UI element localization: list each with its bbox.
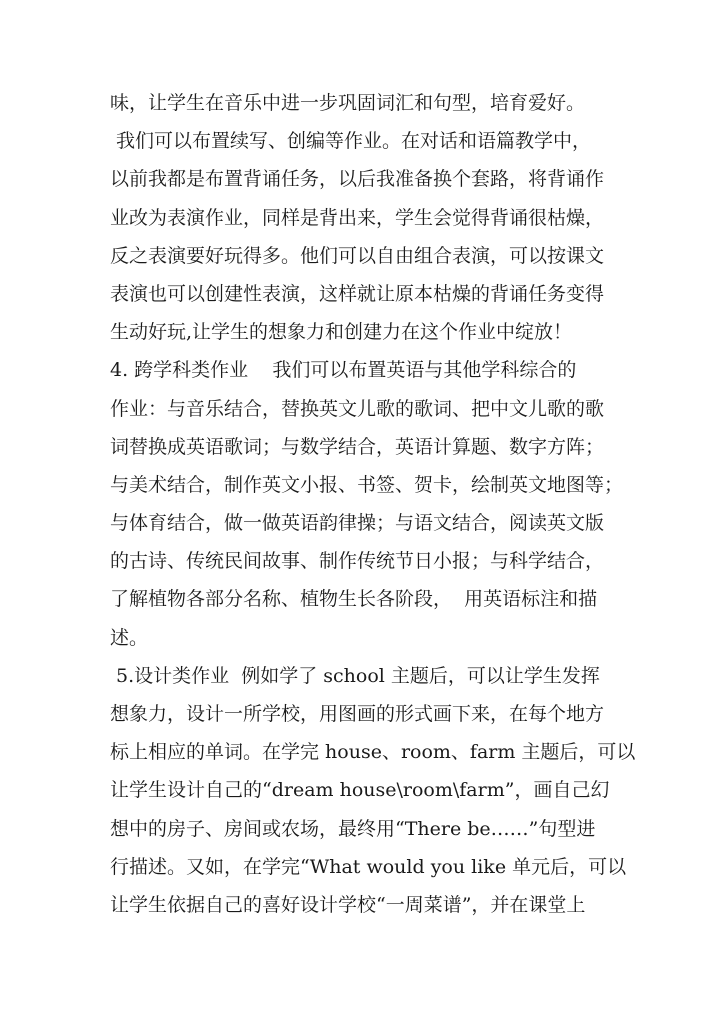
text-line: 标上相应的单词。在学完 house、room、farm 主题后，可以: [110, 741, 636, 764]
text-line: 业改为表演作业，同样是背出来，学生会觉得背诵很枯燥，: [110, 206, 605, 229]
text-line: 与体育结合，做一做英语韵律操；与语文结合，阅读英文版: [110, 512, 605, 535]
text-line: 生动好玩,让学生的想象力和创建力在这个作业中绽放！: [110, 321, 573, 344]
text-line: 表演也可以创建性表演，这样就让原本枯燥的背诵任务变得: [110, 282, 605, 305]
section-heading-line: 4. 跨学科类作业 我们可以布置英语与其他学科综合的: [110, 359, 577, 382]
text-line: 味，让学生在音乐中进一步巩固词汇和句型，培育爱好。: [110, 92, 586, 114]
text-line: 的古诗、传统民间故事、制作传统节日小报；与科学结合，: [110, 550, 605, 573]
body-text: [110, 84, 636, 924]
text-line: 作业：与音乐结合，替换英文儿歌的歌词、把中文儿歌的歌: [110, 397, 605, 420]
text-line: 让学生依据自己的喜好设计学校“一周菜谱”，并在课堂上: [110, 893, 586, 916]
text-line: 了解植物各部分名称、植物生长各阶段， 用英语标注和描: [110, 588, 598, 611]
text-line: 想象力，设计一所学校，用图画的形式画下来，在每个地方: [110, 703, 605, 725]
section-heading-line: 5.设计类作业 例如学了 school 主题后，可以让学生发挥: [110, 664, 600, 687]
text-line: 行描述。又如，在学完“What would you like 单元后，可以: [110, 855, 627, 878]
text-line: 以前我都是布置背诵任务，以后我准备换个套路，将背诵作: [110, 168, 605, 191]
text-line: 词替换成英语歌词；与数学结合，英语计算题、数字方阵；: [110, 435, 605, 458]
text-line: 反之表演要好玩得多。他们可以自由组合表演，可以按课文: [110, 244, 605, 267]
text-line: 与美术结合，制作英文小报、书签、贺卡，绘制英文地图等；: [110, 473, 624, 496]
text-line: 让学生设计自己的“dream house\room\farm”，画自己幻: [110, 779, 610, 802]
text-line: 想中的房子、房间或农场，最终用“There be……”句型进: [110, 817, 596, 840]
text-line: 述。: [110, 626, 149, 649]
text-line: 我们可以布置续写、创编等作业。在对话和语篇教学中，: [110, 130, 592, 153]
